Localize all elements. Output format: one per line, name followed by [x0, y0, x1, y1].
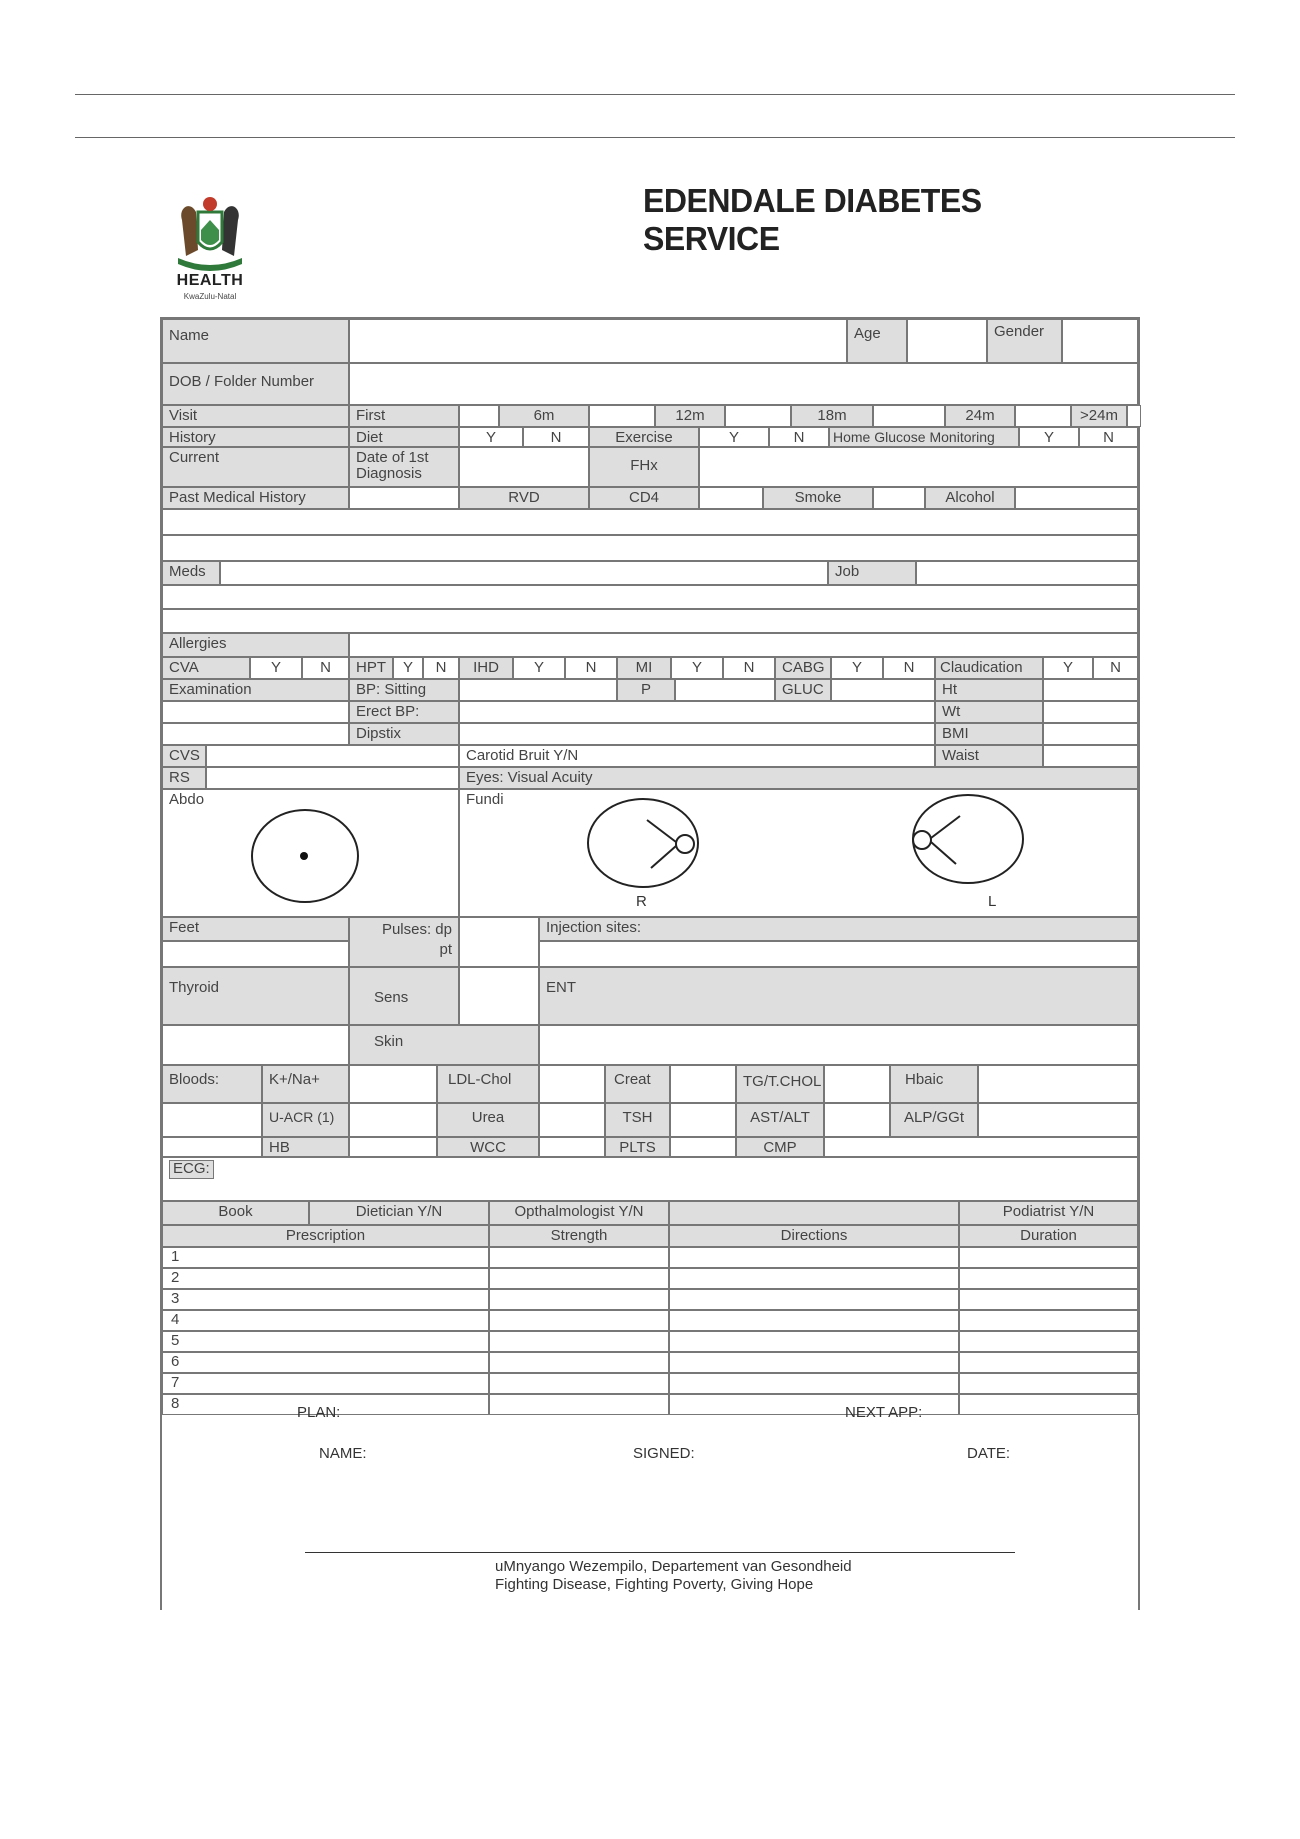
- visit-18m-label: 18m: [791, 405, 873, 427]
- rx-row-2-col-2[interactable]: [489, 1268, 669, 1289]
- rx-row-4-col-4[interactable]: [959, 1310, 1138, 1331]
- dipstix-field[interactable]: [459, 723, 935, 745]
- rx-row-6-name[interactable]: 6: [162, 1352, 489, 1373]
- cvs-field[interactable]: [206, 745, 459, 767]
- footer-divider: [305, 1552, 1015, 1553]
- urea-label: Urea: [437, 1103, 539, 1137]
- visit-first-label: First: [349, 405, 459, 427]
- page-title: EDENDALE DIABETES SERVICE: [643, 182, 982, 257]
- left-eye-fundus-icon: [908, 792, 1028, 888]
- dob-label: DOB / Folder Number: [162, 363, 349, 405]
- exercise-yes[interactable]: Y: [699, 427, 769, 447]
- visit-24m-label: 24m: [945, 405, 1015, 427]
- coat-of-arms-icon: [168, 190, 252, 272]
- duration-header: Duration: [959, 1225, 1138, 1247]
- rx-row-7-col-3[interactable]: [669, 1373, 959, 1394]
- creat-label: Creat: [605, 1065, 670, 1103]
- claudication-label: Claudication: [935, 657, 1043, 679]
- footer-line-2: Fighting Disease, Fighting Poverty, Giving Hope: [495, 1576, 814, 1593]
- fundi-label: Fundi: [466, 791, 504, 808]
- ht-label: Ht: [935, 679, 1043, 701]
- hb-field[interactable]: [349, 1137, 437, 1157]
- feet-field[interactable]: [162, 941, 349, 967]
- tsh-field[interactable]: [670, 1103, 736, 1137]
- cmp-label: CMP: [736, 1137, 824, 1157]
- logo-title: HEALTH: [176, 272, 244, 289]
- pulses-dp-label: Pulses: dp: [381, 921, 452, 938]
- alp-label: ALP/GGt: [890, 1103, 978, 1137]
- rx-row-1-col-4[interactable]: [959, 1247, 1138, 1268]
- logo-subtitle: KwaZulu-Natal: [183, 292, 237, 301]
- dipstix-label: Dipstix: [349, 723, 459, 745]
- cva-no[interactable]: N: [302, 657, 349, 679]
- rx-row-4-col-3[interactable]: [669, 1310, 959, 1331]
- visit-6m-label: 6m: [499, 405, 589, 427]
- visit-first-box[interactable]: [459, 405, 499, 427]
- visit-18m-box[interactable]: [873, 405, 945, 427]
- cva-yes[interactable]: Y: [250, 657, 302, 679]
- diet-yes[interactable]: Y: [459, 427, 523, 447]
- wt-label: Wt: [935, 701, 1043, 723]
- pulses-field[interactable]: [459, 917, 539, 967]
- creat-field[interactable]: [670, 1065, 736, 1103]
- rx-row-5-col-3[interactable]: [669, 1331, 959, 1352]
- wt-field[interactable]: [1043, 701, 1138, 723]
- rx-row-8-col-2[interactable]: [489, 1394, 669, 1415]
- cd4-field[interactable]: [699, 487, 763, 509]
- podiatrist-option[interactable]: Podiatrist Y/N: [959, 1201, 1138, 1225]
- name-label: Name: [162, 319, 349, 363]
- claudication-no[interactable]: N: [1093, 657, 1138, 679]
- strength-header: Strength: [489, 1225, 669, 1247]
- waist-field[interactable]: [1043, 745, 1138, 767]
- rx-row-3-name[interactable]: 3: [162, 1289, 489, 1310]
- sens-label: Sens: [349, 967, 459, 1025]
- alcohol-label: Alcohol: [925, 487, 1015, 509]
- cva-label: CVA: [162, 657, 250, 679]
- alp-field[interactable]: [978, 1103, 1138, 1137]
- mi-label: MI: [617, 657, 671, 679]
- rx-row-7-name[interactable]: 7: [162, 1373, 489, 1394]
- next-app-label: NEXT APP:: [845, 1404, 923, 1421]
- hgm-no[interactable]: N: [1079, 427, 1138, 447]
- rx-row-6-col-4[interactable]: [959, 1352, 1138, 1373]
- ht-field[interactable]: [1043, 679, 1138, 701]
- pulses-label: [349, 917, 459, 967]
- wcc-label: WCC: [437, 1137, 539, 1157]
- rx-row-1-name[interactable]: 1: [162, 1247, 489, 1268]
- p-label: P: [617, 679, 675, 701]
- rx-row-4-col-2[interactable]: [489, 1310, 669, 1331]
- hgm-label: Home Glucose Monitoring: [829, 427, 1019, 447]
- rx-row-4-name[interactable]: 4: [162, 1310, 489, 1331]
- fhx-field[interactable]: [699, 447, 1138, 487]
- cabg-yes[interactable]: Y: [831, 657, 883, 679]
- sig-name-label: NAME:: [319, 1445, 367, 1462]
- rs-field[interactable]: [206, 767, 459, 789]
- rx-row-7-col-2[interactable]: [489, 1373, 669, 1394]
- ihd-label: IHD: [459, 657, 513, 679]
- date-dx-label: Date of 1st Diagnosis: [349, 447, 459, 487]
- abdo-label: Abdo: [169, 791, 205, 808]
- diet-no[interactable]: N: [523, 427, 589, 447]
- gluc-label: GLUC: [775, 679, 831, 701]
- top-rule-1: [75, 94, 1235, 95]
- eyes-label: Eyes: Visual Acuity: [459, 767, 1138, 789]
- gender-label: Gender: [987, 319, 1062, 363]
- hpt-label: HPT: [349, 657, 393, 679]
- allergies-label: Allergies: [162, 633, 349, 657]
- job-label: Job: [828, 561, 916, 585]
- visit-24m-box[interactable]: [1015, 405, 1071, 427]
- ecg-label: ECG:: [169, 1160, 214, 1179]
- exam-notes-1[interactable]: [162, 701, 349, 723]
- hb-label: HB: [262, 1137, 349, 1157]
- p-field[interactable]: [675, 679, 775, 701]
- carotid-label[interactable]: Carotid Bruit Y/N: [459, 745, 935, 767]
- bp-sitting-field[interactable]: [459, 679, 617, 701]
- diet-label: Diet: [349, 427, 459, 447]
- cd4-label: CD4: [589, 487, 699, 509]
- date-dx-field[interactable]: [459, 447, 589, 487]
- meds-field[interactable]: [220, 561, 828, 585]
- rx-row-5-name[interactable]: 5: [162, 1331, 489, 1352]
- signed-label: SIGNED:: [633, 1445, 695, 1462]
- tg-field[interactable]: [824, 1065, 890, 1103]
- visit-12m-box[interactable]: [725, 405, 791, 427]
- visit-24m-plus-box[interactable]: [1127, 405, 1141, 427]
- cabg-no[interactable]: N: [883, 657, 935, 679]
- rx-row-8-col-4[interactable]: [959, 1394, 1138, 1415]
- hpt-no[interactable]: N: [423, 657, 459, 679]
- hgm-yes[interactable]: Y: [1019, 427, 1079, 447]
- rx-row-1-col-3[interactable]: [669, 1247, 959, 1268]
- job-field[interactable]: [916, 561, 1138, 585]
- meds-notes-2[interactable]: [162, 609, 1138, 633]
- rx-row-5-col-4[interactable]: [959, 1331, 1138, 1352]
- hbaic-label: Hbaic: [890, 1065, 978, 1103]
- bloods-notes[interactable]: [162, 1103, 262, 1137]
- cvs-label: CVS: [162, 745, 206, 767]
- book-blank[interactable]: [669, 1201, 959, 1225]
- smoke-label: Smoke: [763, 487, 873, 509]
- top-rule-2: [75, 137, 1235, 138]
- pmh-notes-1[interactable]: [162, 509, 1138, 535]
- pmh-label: Past Medical History: [162, 487, 349, 509]
- plts-label: PLTS: [605, 1137, 670, 1157]
- diabetes-form-page: [160, 180, 1140, 1610]
- pulses-pt-label: pt: [439, 941, 452, 958]
- bmi-label: BMI: [935, 723, 1043, 745]
- hb-spacer: [162, 1137, 262, 1157]
- cabg-label: CABG: [775, 657, 831, 679]
- meds-label: Meds: [162, 561, 220, 585]
- ophthalmologist-option[interactable]: Opthalmologist Y/N: [489, 1201, 669, 1225]
- skin-label: Skin: [349, 1025, 539, 1065]
- dietician-option[interactable]: Dietician Y/N: [309, 1201, 489, 1225]
- uacr-field[interactable]: [349, 1103, 437, 1137]
- ldl-label: LDL-Chol: [437, 1065, 539, 1103]
- rx-row-6-col-2[interactable]: [489, 1352, 669, 1373]
- rx-row-3-col-3[interactable]: [669, 1289, 959, 1310]
- rs-label: RS: [162, 767, 206, 789]
- kna-field[interactable]: [349, 1065, 437, 1103]
- thyroid-label: Thyroid: [162, 967, 349, 1025]
- feet-label: Feet: [162, 917, 349, 941]
- pmh-notes-2[interactable]: [162, 535, 1138, 561]
- patient-form: [160, 317, 1140, 1610]
- book-label: Book: [162, 1201, 309, 1225]
- meds-notes-1[interactable]: [162, 585, 1138, 609]
- tg-label: TG/T.CHOL: [736, 1065, 824, 1103]
- ihd-yes[interactable]: Y: [513, 657, 565, 679]
- gluc-field[interactable]: [831, 679, 935, 701]
- pmh-field[interactable]: [349, 487, 459, 509]
- cmp-field[interactable]: [824, 1137, 1138, 1157]
- age-label: Age: [847, 319, 907, 363]
- waist-label: Waist: [935, 745, 1043, 767]
- injection-field[interactable]: [539, 941, 1138, 967]
- mi-no[interactable]: N: [723, 657, 775, 679]
- sens-field[interactable]: [459, 967, 539, 1025]
- left-eye-label: L: [988, 893, 997, 910]
- smoke-field[interactable]: [873, 487, 925, 509]
- abdomen-diagram-icon: [250, 808, 360, 904]
- visit-12m-label: 12m: [655, 405, 725, 427]
- directions-header: Directions: [669, 1225, 959, 1247]
- current-label: Current: [162, 447, 349, 487]
- rx-row-7-col-4[interactable]: [959, 1373, 1138, 1394]
- hpt-yes[interactable]: Y: [393, 657, 423, 679]
- rx-row-8-name[interactable]: 8: [162, 1394, 489, 1415]
- ent-field[interactable]: [539, 1025, 1138, 1065]
- right-eye-label: R: [636, 893, 647, 910]
- thyroid-field[interactable]: [162, 1025, 349, 1065]
- right-eye-fundus-icon: [585, 796, 705, 892]
- plts-field[interactable]: [670, 1137, 736, 1157]
- rx-row-2-col-3[interactable]: [669, 1268, 959, 1289]
- name-field[interactable]: [349, 319, 847, 363]
- ast-label: AST/ALT: [736, 1103, 824, 1137]
- gender-field[interactable]: [1062, 319, 1138, 363]
- mi-yes[interactable]: Y: [671, 657, 723, 679]
- wcc-field[interactable]: [539, 1137, 605, 1157]
- tsh-label: TSH: [605, 1103, 670, 1137]
- allergies-field[interactable]: [349, 633, 1138, 657]
- exam-notes-2[interactable]: [162, 723, 349, 745]
- bmi-field[interactable]: [1043, 723, 1138, 745]
- rx-row-3-col-4[interactable]: [959, 1289, 1138, 1310]
- dob-field[interactable]: [349, 363, 1138, 405]
- examination-label: Examination: [162, 679, 349, 701]
- hbaic-field[interactable]: [978, 1065, 1138, 1103]
- ent-label: ENT: [539, 967, 1138, 1025]
- rx-row-2-col-4[interactable]: [959, 1268, 1138, 1289]
- ldl-field[interactable]: [539, 1065, 605, 1103]
- prescription-header: Prescription: [162, 1225, 489, 1247]
- rx-row-3-col-2[interactable]: [489, 1289, 669, 1310]
- date-label: DATE:: [967, 1445, 1011, 1462]
- injection-label: Injection sites:: [539, 917, 1138, 941]
- rvd-label: RVD: [459, 487, 589, 509]
- kna-label: K+/Na+: [262, 1065, 349, 1103]
- ast-field[interactable]: [824, 1103, 890, 1137]
- rx-row-6-col-3[interactable]: [669, 1352, 959, 1373]
- visit-label: Visit: [162, 405, 349, 427]
- ecg-row[interactable]: [162, 1157, 1138, 1201]
- rx-row-1-col-2[interactable]: [489, 1247, 669, 1268]
- fhx-label: FHx: [589, 447, 699, 487]
- claudication-yes[interactable]: Y: [1043, 657, 1093, 679]
- health-logo: [168, 190, 252, 310]
- visit-6m-box[interactable]: [589, 405, 655, 427]
- uacr-label: U-ACR (1): [262, 1103, 349, 1137]
- exercise-no[interactable]: N: [769, 427, 829, 447]
- alcohol-field[interactable]: [1015, 487, 1138, 509]
- ihd-no[interactable]: N: [565, 657, 617, 679]
- erect-bp-field[interactable]: [459, 701, 935, 723]
- erect-bp-label: Erect BP:: [349, 701, 459, 723]
- footer-line-1: uMnyango Wezempilo, Departement van Gesondheid: [495, 1558, 852, 1575]
- visit-24m-plus-label: >24m: [1071, 405, 1127, 427]
- plan-label: PLAN:: [297, 1404, 341, 1421]
- bp-sitting-label: BP: Sitting: [349, 679, 459, 701]
- history-label: History: [162, 427, 349, 447]
- rx-row-2-name[interactable]: 2: [162, 1268, 489, 1289]
- age-field[interactable]: [907, 319, 987, 363]
- exercise-label: Exercise: [589, 427, 699, 447]
- rx-row-5-col-2[interactable]: [489, 1331, 669, 1352]
- urea-field[interactable]: [539, 1103, 605, 1137]
- fundi-panel[interactable]: [459, 789, 1138, 917]
- bloods-label: Bloods:: [162, 1065, 262, 1103]
- abdo-panel[interactable]: [162, 789, 459, 917]
